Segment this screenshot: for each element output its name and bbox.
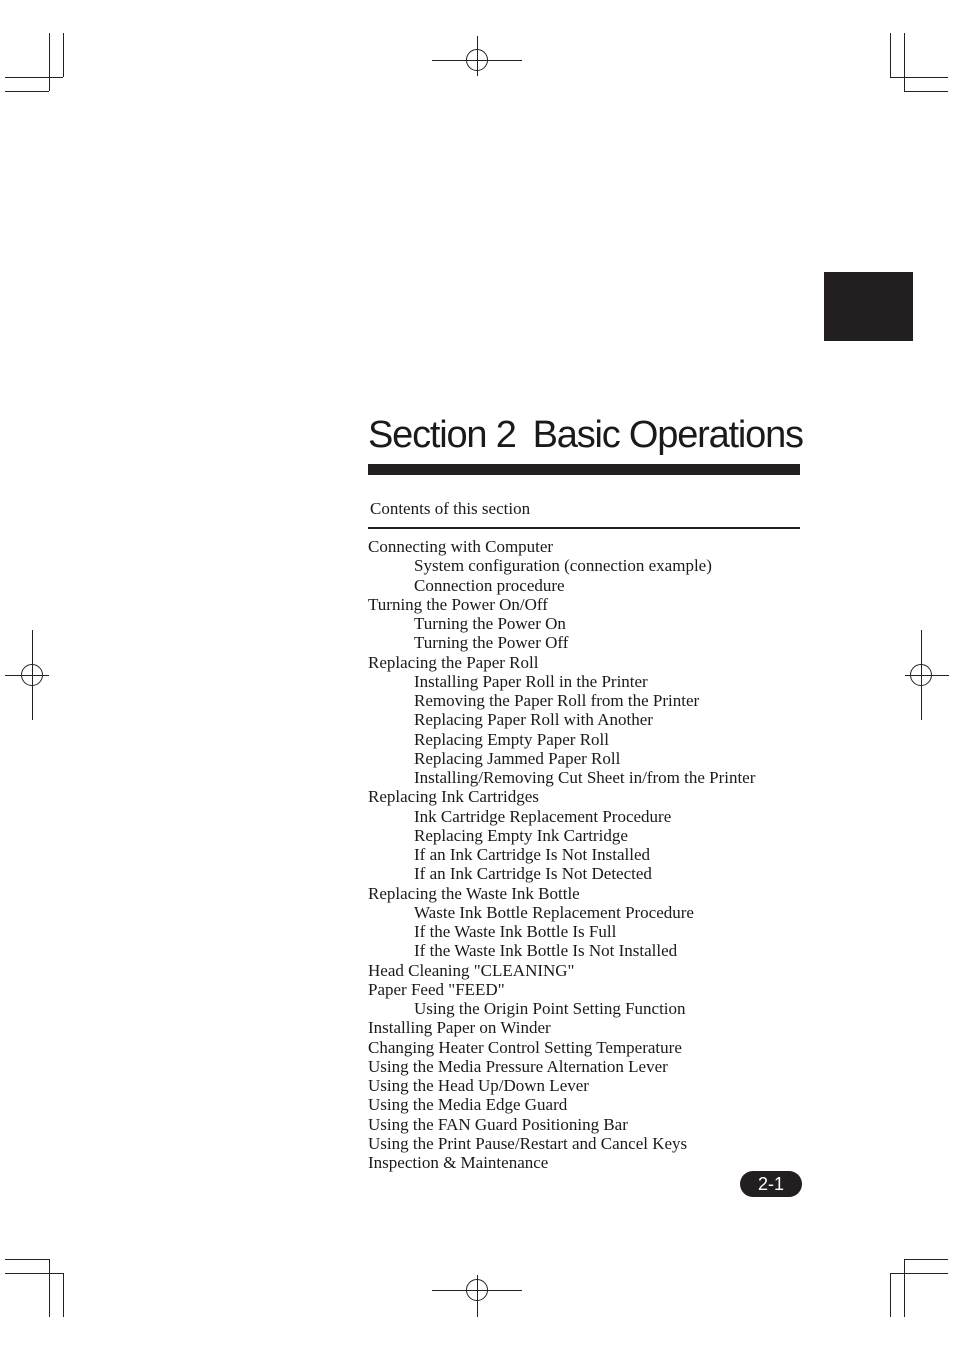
- toc-subentry: Turning the Power On: [414, 614, 566, 633]
- crop-mark: [904, 33, 905, 91]
- toc-entry: Head Cleaning "CLEANING": [368, 960, 575, 980]
- registration-circle: [466, 49, 488, 71]
- toc-subentry: Installing Paper Roll in the Printer: [414, 671, 648, 691]
- toc-entry: Connecting with Computer: [368, 537, 554, 556]
- crop-mark: [5, 1273, 63, 1274]
- section-number: Section 2: [368, 414, 516, 456]
- toc-subentry: Ink Cartridge Replacement Procedure: [414, 806, 672, 826]
- crop-mark: [5, 1259, 49, 1260]
- crop-mark: [63, 33, 64, 77]
- crop-mark: [890, 77, 948, 78]
- contents-divider: [368, 527, 800, 529]
- crop-mark: [904, 91, 948, 92]
- toc-subentry: If the Waste Ink Bottle Is Not Installed: [414, 941, 678, 961]
- crop-mark: [904, 1259, 905, 1317]
- toc-subentry: Replacing Paper Roll with Another: [414, 710, 653, 730]
- toc-subentry: Replacing Empty Paper Roll: [414, 729, 609, 749]
- toc-subentry: Replacing Jammed Paper Roll: [414, 748, 621, 768]
- toc-subentry: Removing the Paper Roll from the Printer: [414, 691, 700, 710]
- toc-subentry: If an Ink Cartridge Is Not Detected: [414, 864, 652, 884]
- crop-mark: [904, 1259, 948, 1260]
- crop-mark: [890, 33, 891, 77]
- contents-header: Contents of this section: [370, 499, 531, 518]
- toc-subentry: Turning the Power Off: [414, 633, 569, 653]
- toc-entry: Replacing Ink Cartridges: [368, 787, 539, 807]
- toc-subentry: Using the Origin Point Setting Function: [414, 999, 686, 1018]
- toc-entry: Using the FAN Guard Positioning Bar: [368, 1114, 628, 1134]
- toc-subentry: Replacing Empty Ink Cartridge: [414, 825, 628, 845]
- crop-mark: [5, 91, 49, 92]
- crop-mark: [49, 1259, 50, 1317]
- toc-entry: Replacing the Waste Ink Bottle: [368, 883, 580, 903]
- toc-entry: Using the Head Up/Down Lever: [368, 1076, 589, 1095]
- page-number: 2-1: [740, 1171, 802, 1197]
- toc-subentry: If the Waste Ink Bottle Is Full: [414, 922, 617, 941]
- toc-entry: Turning the Power On/Off: [368, 594, 548, 614]
- registration-circle: [21, 664, 43, 686]
- section-title: Basic Operations: [532, 414, 803, 456]
- toc-subentry: System configuration (connection example): [414, 556, 712, 576]
- crop-mark: [49, 33, 50, 91]
- toc-entry: Using the Media Edge Guard: [368, 1095, 568, 1115]
- registration-circle: [466, 1279, 488, 1301]
- toc-subentry: Waste Ink Bottle Replacement Procedure: [414, 902, 694, 922]
- title-underline: [368, 464, 800, 475]
- crop-mark: [5, 77, 63, 78]
- toc-subentry: Connection procedure: [414, 575, 565, 595]
- toc-entry: Paper Feed "FEED": [368, 979, 505, 999]
- chapter-tab: [824, 272, 913, 341]
- page-title: [368, 412, 803, 458]
- crop-mark: [890, 1273, 891, 1317]
- toc-entry: Using the Media Pressure Alternation Lever: [368, 1056, 668, 1076]
- table-of-contents: [368, 537, 808, 1172]
- toc-entry: Using the Print Pause/Restart and Cancel Keys: [368, 1133, 688, 1153]
- crop-mark: [890, 1273, 948, 1274]
- registration-circle: [910, 664, 932, 686]
- toc-subentry: Installing/Removing Cut Sheet in/from the Printer: [414, 768, 756, 787]
- toc-entry: Installing Paper on Winder: [368, 1018, 551, 1038]
- crop-mark: [63, 1273, 64, 1317]
- toc-subentry: If an Ink Cartridge Is Not Installed: [414, 845, 651, 864]
- toc-entry: Replacing the Paper Roll: [368, 652, 539, 672]
- toc-entry: Changing Heater Control Setting Temperature: [368, 1037, 682, 1057]
- toc-entry: Inspection & Maintenance: [368, 1153, 549, 1172]
